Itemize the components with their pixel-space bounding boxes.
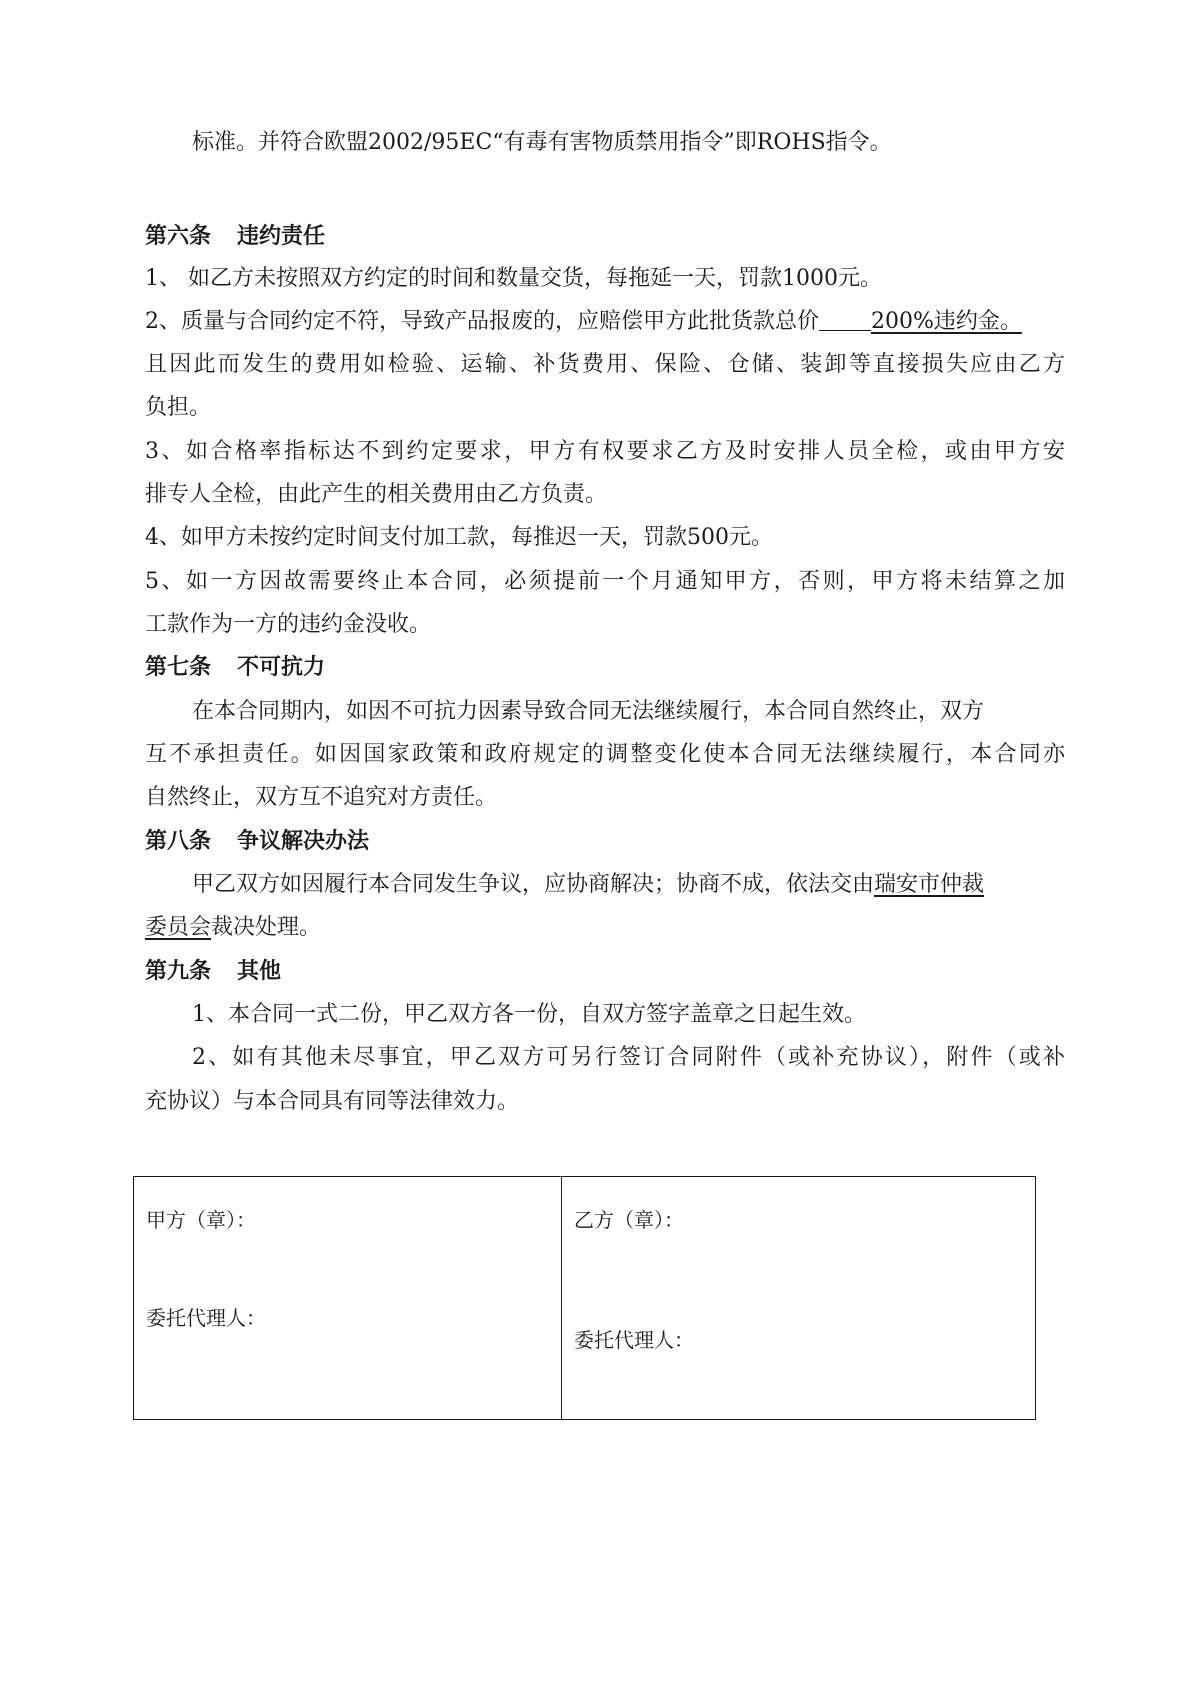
article-8-text: 甲乙双方如因履行本合同发生争议，应协商解决；协商不成，依法交由 [192,872,875,897]
arbitration-body-cont: 委员会 [145,915,212,940]
text-line-rohs: 标准。并符合欧盟2002/95EC“有毒有害物质禁用指令”即ROHS指令。 [192,130,892,155]
clause-6-2 [145,307,1065,337]
clause-9-1: 1、本合同一式二份，甲乙双方各一份，自双方签字盖章之日起生效。 [192,1002,866,1027]
clause-9-2-cont: 充协议）与本合同具有同等法律效力。 [145,1089,520,1114]
article-7-para-end: 自然终止，双方互不追究对方责任。 [145,785,498,810]
clause-6-2-end: 负担。 [145,395,212,420]
arbitration-body: 瑞安市仲裁 [874,872,985,897]
clause-9-2: 2、如有其他未尽事宜，甲乙双方可另行签订合同附件（或补充协议），附件（或补 [192,1045,1065,1070]
signature-divider [561,1177,562,1419]
article-6-title: 违约责任 [237,224,326,249]
article-9-number: 第九条 [145,959,212,984]
clause-6-4: 4、如甲方未按约定时间支付加工款，每推迟一天，罚款500元。 [145,525,773,550]
clause-6-3: 3、如合格率指标达不到约定要求，甲方有权要求乙方及时安排人员全检，或由甲方安 [145,439,1065,464]
article-9-title: 其他 [237,959,282,984]
party-a-agent-label: 委托代理人： [146,1306,266,1330]
heading-article-6 [145,222,1065,252]
penalty-rate: 200%违约金。 [871,309,1022,334]
heading-article-7 [145,653,1065,683]
party-b-seal-label: 乙方（章）： [574,1208,684,1232]
article-7-title: 不可抗力 [237,655,326,680]
party-b-agent-label: 委托代理人： [574,1328,694,1352]
article-8-number: 第八条 [145,829,212,854]
clause-6-2-text: 2、质量与合同约定不符，导致产品报废的，应赔偿甲方此批货款总价 [145,309,819,334]
clause-6-1: 1、 如乙方未按照双方约定的时间和数量交货，每拖延一天，罚款1000元。 [145,266,882,291]
clause-6-5: 5、如一方因故需要终止本合同，必须提前一个月通知甲方，否则，甲方将未结算之加 [145,569,1065,594]
clause-6-3-cont: 排专人全检，由此产生的相关费用由乙方负责。 [145,482,608,507]
blank-underline [819,308,871,331]
article-8-text-end: 裁决处理。 [211,915,322,940]
clause-6-5-cont: 工款作为一方的违约金没收。 [145,612,432,637]
clause-6-2-cont: 且因此而发生的费用如检验、运输、补货费用、保险、仓储、装卸等直接损失应由乙方 [145,352,1065,377]
party-a-seal-label: 甲方（章）： [146,1208,256,1232]
article-8-title: 争议解决办法 [237,829,370,854]
article-8-para [192,870,1112,900]
signature-table [133,1176,1036,1420]
article-6-number: 第六条 [145,224,212,249]
heading-article-9 [145,957,1065,987]
article-7-number: 第七条 [145,655,212,680]
article-8-para-cont [145,913,1065,943]
article-7-para-cont: 互不承担责任。如因国家政策和政府规定的调整变化使本合同无法继续履行，本合同亦 [145,742,1065,767]
article-7-para: 在本合同期内，如因不可抗力因素导致合同无法继续履行，本合同自然终止，双方 [192,699,985,724]
heading-article-8 [145,827,1065,857]
